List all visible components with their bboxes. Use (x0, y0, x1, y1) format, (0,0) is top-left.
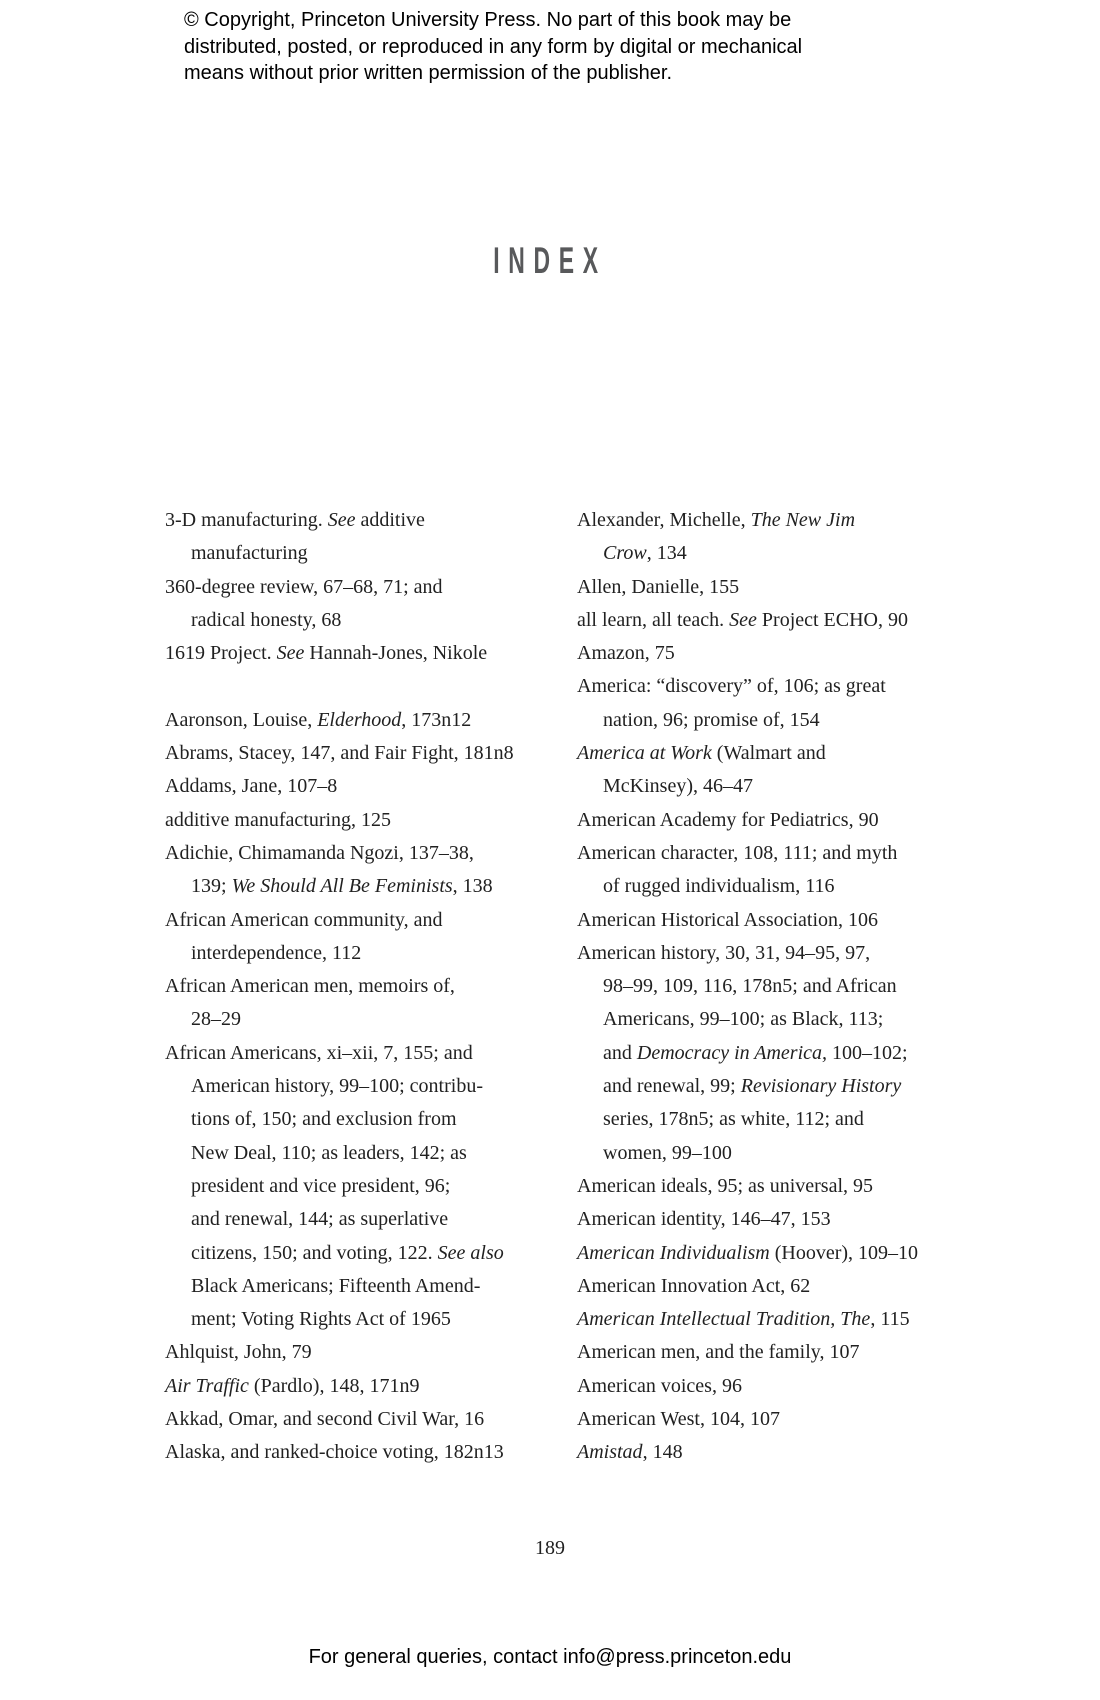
entry-text-italic: American Individualism (577, 1241, 770, 1264)
entry-text: McKinsey), 46–47 (603, 775, 753, 798)
index-entry-line (577, 970, 918, 1003)
entry-text: president and vice president, 96; (191, 1174, 451, 1197)
entry-text: (Walmart and (711, 742, 826, 765)
index-entry-line (165, 1436, 514, 1469)
entry-text: , 173n12 (401, 708, 472, 731)
index-entry-line (577, 804, 918, 837)
index-entry-line (165, 1403, 514, 1436)
page-number: 189 (535, 1537, 565, 1559)
entry-text: African American men, memoirs of, (165, 975, 455, 998)
index-entry-line (165, 1270, 514, 1303)
entry-text: African Americans, xi–xii, 7, 155; and (165, 1041, 473, 1064)
index-entry-line (165, 504, 514, 537)
entry-text-italic: Air Traffic (165, 1374, 249, 1397)
entry-text: Addams, Jane, 107–8 (165, 775, 338, 798)
entry-text: American ideals, 95; as universal, 95 (577, 1174, 874, 1197)
index-entry-line (165, 1137, 514, 1170)
index-entry-line (165, 1203, 514, 1236)
index-entry-line (165, 604, 514, 637)
index-entry-line (577, 504, 918, 537)
entry-text: , 138 (452, 875, 493, 898)
entry-text-italic: America at Work (577, 742, 712, 765)
entry-text: New Deal, 110; as leaders, 142; as (191, 1141, 467, 1164)
entry-text: Adichie, Chimamanda Ngozi, 137–38, (165, 841, 474, 864)
entry-text: tions of, 150; and exclusion from (191, 1108, 457, 1131)
entry-text-italic: Crow (603, 542, 647, 565)
index-entry-line (577, 937, 918, 970)
index-entry-line (165, 870, 514, 903)
footer-contact: For general queries, contact info@press.princeton.edu (308, 1646, 792, 1668)
index-entry-line (577, 770, 918, 803)
entry-text: 1619 Project. (165, 642, 277, 665)
index-entry-line (577, 1370, 918, 1403)
entry-text: Project ECHO, 90 (756, 608, 908, 631)
index-entry-line (577, 737, 918, 770)
entry-text-italic: See (276, 642, 305, 665)
index-entry-line (577, 1137, 918, 1170)
entry-text: (Pardlo), 148, 171n9 (248, 1374, 420, 1397)
index-entry-line (165, 1237, 514, 1270)
index-entry-line (577, 1303, 918, 1336)
entry-text: 3-D manufacturing. (165, 509, 328, 531)
entry-text-italic: See (729, 608, 757, 631)
entry-text: Ahlquist, John, 79 (165, 1341, 312, 1364)
entry-text: ment; Voting Rights Act of 1965 (191, 1308, 451, 1331)
index-entry-line (577, 1436, 918, 1469)
index-blank-line (165, 670, 514, 703)
entry-text: American Innovation Act, 62 (577, 1274, 811, 1297)
entry-text: additive manufacturing, 125 (165, 808, 392, 831)
index-entry-line (577, 904, 918, 937)
entry-text: American Historical Association, 106 (577, 908, 879, 931)
entry-text: manufacturing (191, 542, 308, 565)
copyright-notice (184, 7, 802, 87)
index-entry-line (577, 1037, 918, 1070)
index-entry-line (165, 1070, 514, 1103)
index-entry-line (577, 537, 918, 570)
index-entry-line (577, 1003, 918, 1036)
entry-text-italic: Democracy in America, (636, 1041, 828, 1064)
index-entry-line (165, 770, 514, 803)
index-entry-line (577, 1103, 918, 1136)
index-entry-line (577, 1237, 918, 1270)
entry-text-italic: Revisionary History (740, 1075, 902, 1098)
entry-text-italic: We Should All Be Feminists (231, 875, 453, 898)
index-entry-line (165, 1303, 514, 1336)
entry-text: and renewal, 144; as superlative (191, 1208, 449, 1231)
entry-text: (Hoover), 109–10 (769, 1241, 919, 1264)
entry-text: and renewal, 99; (603, 1075, 741, 1098)
index-entry-line (577, 637, 918, 670)
index-entry-line (165, 1037, 514, 1070)
index-entry-line (165, 637, 514, 670)
entry-text: American history, 30, 31, 94–95, 97, (577, 941, 871, 964)
entry-text: Aaronson, Louise, (165, 708, 318, 731)
index-entry-line (577, 870, 918, 903)
entry-text: Alexander, Michelle, (577, 509, 751, 531)
entry-text: Americans, 99–100; as Black, 113; (603, 1008, 884, 1031)
entry-text: American history, 99–100; contribu- (191, 1075, 483, 1098)
index-entry-line (577, 1170, 918, 1203)
entry-text: additive (355, 509, 425, 531)
index-entry-line (577, 670, 918, 703)
entry-text: Black Americans; Fifteenth Amend- (191, 1274, 481, 1297)
entry-text: women, 99–100 (603, 1141, 732, 1164)
entry-text: Abrams, Stacey, 147, and Fair Fight, 181n8 (165, 742, 514, 765)
index-entry-line (577, 1403, 918, 1436)
entry-text: 28–29 (191, 1008, 241, 1031)
entry-text: Alaska, and ranked-choice voting, 182n13 (165, 1441, 504, 1464)
index-entry-line (165, 837, 514, 870)
index-entry-line (577, 1336, 918, 1369)
index-entry-line (577, 571, 918, 604)
index-entry-line (577, 1070, 918, 1103)
copyright-line: © Copyright, Princeton University Press. No part of this book may be (184, 9, 792, 31)
entry-text: series, 178n5; as white, 112; and (603, 1108, 864, 1131)
index-column-left (165, 504, 514, 1470)
index-entry-line (165, 804, 514, 837)
index-entry-line (165, 1370, 514, 1403)
entry-text: 100–102; (827, 1041, 908, 1064)
index-entry-line (165, 1103, 514, 1136)
entry-text: Allen, Danielle, 155 (577, 575, 740, 598)
entry-text: all learn, all teach. (577, 608, 730, 631)
index-entry-line (165, 970, 514, 1003)
index-entry-line (165, 937, 514, 970)
entry-text-italic: Elderhood (317, 708, 402, 731)
entry-text: , 115 (870, 1308, 910, 1331)
entry-text: of rugged individualism, 116 (603, 875, 835, 898)
index-entry-line (165, 704, 514, 737)
index-entry-line (165, 537, 514, 570)
entry-text: Hannah-Jones, Nikole (304, 642, 488, 665)
index-entry-line (577, 837, 918, 870)
index-entry-line (165, 737, 514, 770)
entry-text-italic: The New Jim (750, 509, 856, 531)
entry-text: , 134 (646, 542, 687, 565)
entry-text: American Academy for Pediatrics, 90 (577, 808, 879, 831)
page-title: INDEX (493, 240, 607, 281)
entry-text-italic: Amistad (577, 1441, 643, 1464)
entry-text: American West, 104, 107 (577, 1408, 780, 1431)
index-entry-line (577, 1203, 918, 1236)
entry-text: America: “discovery” of, 106; as great (577, 675, 886, 698)
entry-text: American character, 108, 111; and myth (577, 841, 898, 864)
entry-text: citizens, 150; and voting, 122. (191, 1241, 438, 1264)
entry-text: radical honesty, 68 (191, 608, 342, 631)
entry-text: nation, 96; promise of, 154 (603, 708, 820, 731)
index-entry-line (165, 904, 514, 937)
copyright-line: means without prior written permission of the publisher. (184, 62, 673, 84)
entry-text: 360-degree review, 67–68, 71; and (165, 575, 443, 598)
index-entry-line (165, 1170, 514, 1203)
entry-text: American identity, 146–47, 153 (577, 1208, 831, 1231)
index-entry-line (165, 571, 514, 604)
index-entry-line (577, 704, 918, 737)
entry-text: 139; (191, 875, 232, 898)
entry-text: African American community, and (165, 908, 443, 931)
index-column-right (577, 504, 918, 1470)
entry-text: American men, and the family, 107 (577, 1341, 860, 1364)
entry-text-italic: American Intellectual Tradition, The (577, 1308, 871, 1331)
entry-text: and (603, 1041, 637, 1064)
entry-text-italic: See also (437, 1241, 504, 1264)
entry-text: , 148 (642, 1441, 683, 1464)
entry-text: 98–99, 109, 116, 178n5; and African (603, 975, 897, 998)
entry-text-italic: See (327, 509, 356, 531)
entry-text: Amazon, 75 (577, 642, 675, 665)
index-entry-line (577, 604, 918, 637)
entry-text: interdependence, 112 (191, 941, 362, 964)
entry-text: Akkad, Omar, and second Civil War, 16 (165, 1408, 485, 1431)
entry-text: American voices, 96 (577, 1374, 742, 1397)
copyright-line: distributed, posted, or reproduced in any form by digital or mechanical (184, 35, 803, 58)
index-entry-line (165, 1336, 514, 1369)
index-entry-line (165, 1003, 514, 1036)
index-entry-line (577, 1270, 918, 1303)
